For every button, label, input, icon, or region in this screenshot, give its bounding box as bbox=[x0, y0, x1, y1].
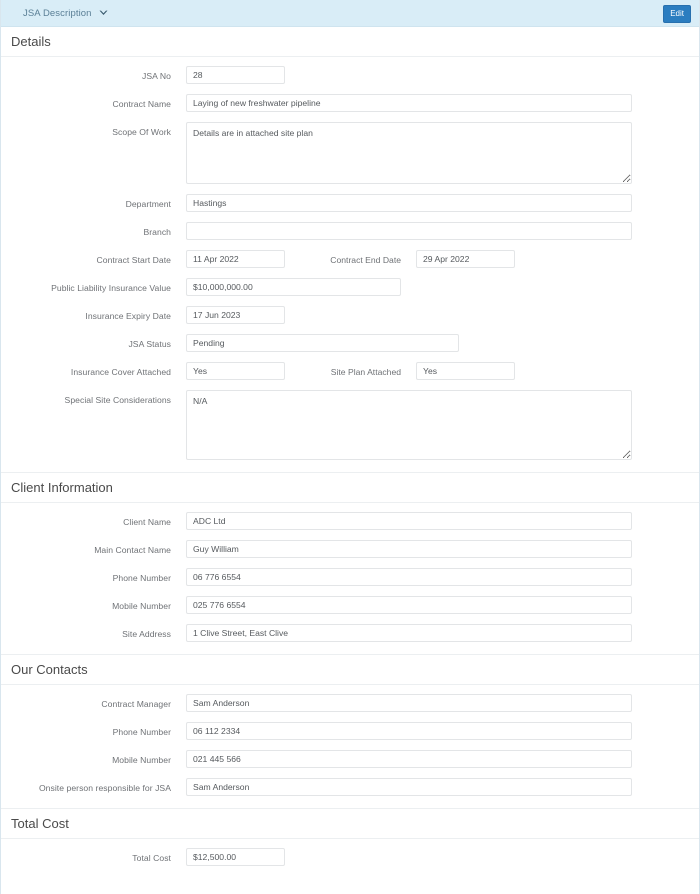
textarea-scope-of-work[interactable] bbox=[186, 122, 632, 184]
field-row-branch bbox=[1, 222, 699, 240]
control-site-plan-attached bbox=[401, 362, 515, 380]
field-row-contract-manager bbox=[1, 694, 699, 712]
field-group-site-plan-attached bbox=[302, 362, 515, 380]
label-client-phone-number: Phone Number bbox=[112, 573, 171, 583]
section-total-cost bbox=[1, 808, 699, 894]
section-body-client-information bbox=[1, 503, 699, 654]
field-row-our-mobile-number bbox=[1, 750, 699, 768]
section-body-our-contacts bbox=[1, 685, 699, 808]
section-our-contacts bbox=[1, 654, 699, 808]
field-row-contract-name bbox=[1, 94, 699, 112]
textarea-special-site-considerations[interactable] bbox=[186, 390, 632, 460]
label-branch: Branch bbox=[143, 227, 171, 237]
input-contract-start-date[interactable] bbox=[186, 250, 285, 268]
control-insurance-cover-attached bbox=[171, 362, 285, 380]
input-contract-end-date[interactable] bbox=[416, 250, 515, 268]
section-details bbox=[1, 27, 699, 472]
control-our-mobile-number bbox=[171, 750, 632, 768]
field-row-client-mobile-number bbox=[1, 596, 699, 614]
field-row-jsa-no bbox=[1, 66, 699, 84]
field-row-public-liability-insurance-value bbox=[1, 278, 699, 296]
control-onsite-person-responsible bbox=[171, 778, 632, 796]
label-onsite-person-responsible: Onsite person responsible for JSA bbox=[38, 783, 171, 793]
field-row-department bbox=[1, 194, 699, 212]
input-jsa-status[interactable] bbox=[186, 334, 459, 352]
control-site-address bbox=[171, 624, 632, 642]
input-branch[interactable] bbox=[186, 222, 632, 240]
field-group-contract-end-date bbox=[302, 250, 515, 268]
field-row-special-site-considerations bbox=[1, 390, 699, 460]
control-contract-end-date bbox=[401, 250, 515, 268]
control-special-site-considerations bbox=[171, 390, 632, 460]
label-our-mobile-number: Mobile Number bbox=[112, 755, 171, 765]
control-client-mobile-number bbox=[171, 596, 632, 614]
control-department bbox=[171, 194, 632, 212]
input-client-name[interactable] bbox=[186, 512, 632, 530]
field-row-scope-of-work bbox=[1, 122, 699, 184]
label-insurance-cover-attached: Insurance Cover Attached bbox=[70, 367, 171, 377]
field-row-jsa-status bbox=[1, 334, 699, 352]
input-site-plan-attached[interactable] bbox=[416, 362, 515, 380]
label-site-plan-attached: Site Plan Attached bbox=[330, 367, 401, 377]
input-insurance-cover-attached[interactable] bbox=[186, 362, 285, 380]
label-department: Department bbox=[125, 199, 171, 209]
label-contract-name: Contract Name bbox=[112, 99, 171, 109]
label-insurance-expiry-date: Insurance Expiry Date bbox=[85, 311, 171, 321]
field-row-total-cost bbox=[1, 848, 699, 866]
input-public-liability-insurance-value[interactable] bbox=[186, 278, 401, 296]
field-row-contract-dates bbox=[1, 250, 699, 268]
edit-button[interactable]: Edit bbox=[663, 5, 691, 23]
control-contract-start-date bbox=[171, 250, 285, 268]
section-body-total-cost bbox=[1, 839, 699, 894]
label-contract-end-date: Contract End Date bbox=[330, 255, 401, 265]
control-jsa-no bbox=[171, 66, 285, 84]
input-jsa-no[interactable] bbox=[186, 66, 285, 84]
input-our-mobile-number[interactable] bbox=[186, 750, 632, 768]
label-jsa-status: JSA Status bbox=[128, 339, 171, 349]
control-scope-of-work bbox=[171, 122, 632, 184]
field-row-attachments bbox=[1, 362, 699, 380]
label-public-liability-insurance-value: Public Liability Insurance Value bbox=[51, 283, 171, 293]
control-branch bbox=[171, 222, 632, 240]
label-scope-of-work: Scope Of Work bbox=[112, 127, 171, 137]
input-client-phone-number[interactable] bbox=[186, 568, 632, 586]
bottom-spacer bbox=[1, 876, 699, 884]
page-title: JSA Description bbox=[23, 7, 92, 19]
label-total-cost: Total Cost bbox=[132, 853, 171, 863]
field-row-site-address bbox=[1, 624, 699, 642]
label-client-mobile-number: Mobile Number bbox=[112, 601, 171, 611]
input-contract-manager[interactable] bbox=[186, 694, 632, 712]
input-onsite-person-responsible[interactable] bbox=[186, 778, 632, 796]
label-contract-manager: Contract Manager bbox=[101, 699, 171, 709]
label-main-contact-name: Main Contact Name bbox=[94, 545, 171, 555]
input-contract-name[interactable] bbox=[186, 94, 632, 112]
page-header-bar bbox=[1, 0, 699, 27]
field-row-insurance-expiry-date bbox=[1, 306, 699, 324]
label-site-address: Site Address bbox=[122, 629, 171, 639]
section-heading-client-information: Client Information bbox=[1, 472, 699, 503]
input-main-contact-name[interactable] bbox=[186, 540, 632, 558]
control-insurance-expiry-date bbox=[171, 306, 285, 324]
field-row-client-name bbox=[1, 512, 699, 530]
section-heading-details: Details bbox=[1, 27, 699, 57]
label-contract-start-date: Contract Start Date bbox=[96, 255, 171, 265]
input-our-phone-number[interactable] bbox=[186, 722, 632, 740]
field-row-onsite-person-responsible bbox=[1, 778, 699, 796]
control-total-cost bbox=[171, 848, 285, 866]
control-jsa-status bbox=[171, 334, 459, 352]
field-row-our-phone-number bbox=[1, 722, 699, 740]
section-body-details bbox=[1, 57, 699, 472]
control-main-contact-name bbox=[171, 540, 632, 558]
input-site-address[interactable] bbox=[186, 624, 632, 642]
input-total-cost[interactable] bbox=[186, 848, 285, 866]
chevron-down-icon[interactable] bbox=[99, 10, 108, 16]
label-our-phone-number: Phone Number bbox=[112, 727, 171, 737]
input-insurance-expiry-date[interactable] bbox=[186, 306, 285, 324]
section-client-information bbox=[1, 472, 699, 654]
control-contract-manager bbox=[171, 694, 632, 712]
control-our-phone-number bbox=[171, 722, 632, 740]
section-heading-total-cost: Total Cost bbox=[1, 808, 699, 839]
control-client-phone-number bbox=[171, 568, 632, 586]
control-public-liability-insurance-value bbox=[171, 278, 401, 296]
control-contract-name bbox=[171, 94, 632, 112]
label-jsa-no: JSA No bbox=[142, 71, 171, 81]
section-heading-our-contacts: Our Contacts bbox=[1, 654, 699, 685]
input-client-mobile-number[interactable] bbox=[186, 596, 632, 614]
label-client-name: Client Name bbox=[123, 517, 171, 527]
field-row-client-phone-number bbox=[1, 568, 699, 586]
field-row-main-contact-name bbox=[1, 540, 699, 558]
input-department[interactable] bbox=[186, 194, 632, 212]
control-client-name bbox=[171, 512, 632, 530]
label-special-site-considerations: Special Site Considerations bbox=[64, 395, 171, 405]
